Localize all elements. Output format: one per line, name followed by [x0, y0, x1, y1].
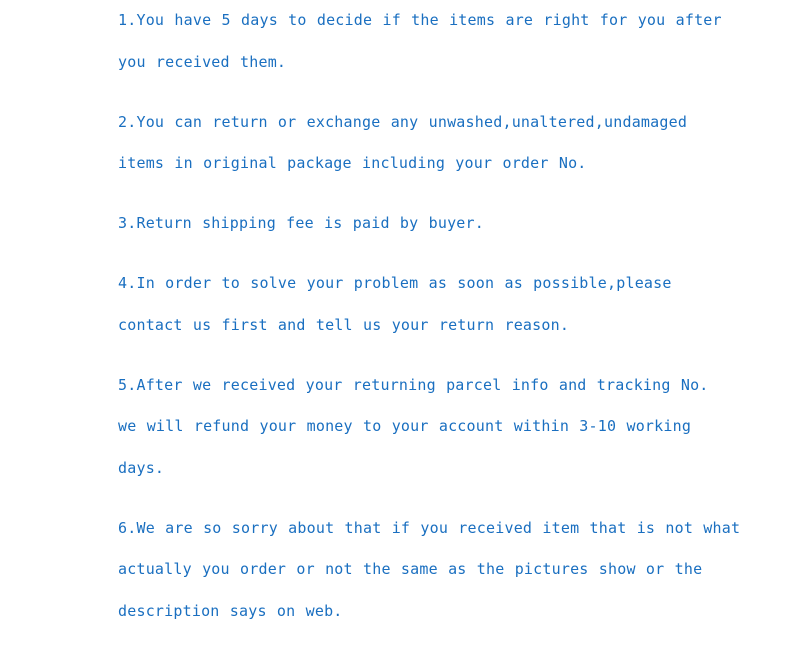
policy-line: 6.We are so sorry about that if you received item that is not what: [118, 518, 741, 537]
policy-line: 4.In order to solve your problem as soon as possible,please: [118, 274, 672, 292]
policy-item-6: [118, 508, 741, 633]
policy-line: items in original package including your order No.: [118, 154, 587, 172]
policy-item-1: [118, 0, 722, 83]
policy-item-4: [118, 263, 678, 346]
policy-line: 2.You can return or exchange any unwashed,unaltered,undamaged: [118, 112, 688, 131]
policy-line: 5.After we received your returning parcel info and tracking No.: [118, 375, 709, 394]
policy-line: days.: [118, 458, 165, 477]
policy-line: contact us first and tell us your return reason.: [118, 315, 570, 334]
policy-item-3: [118, 203, 678, 245]
policy-line: description says on web.: [118, 601, 343, 620]
return-policy-list: [118, 0, 741, 651]
policy-item-2: [118, 102, 688, 185]
policy-line: we will refund your money to your account within 3-10 working: [118, 417, 692, 435]
policy-line: you received them.: [118, 52, 287, 71]
policy-line: 3.Return shipping fee is paid by buyer.: [118, 214, 484, 232]
policy-line: 1.You have 5 days to decide if the items are right for you after: [118, 11, 722, 29]
policy-item-5: [118, 365, 709, 490]
policy-line: actually you order or not the same as the pictures show or the: [118, 560, 703, 578]
